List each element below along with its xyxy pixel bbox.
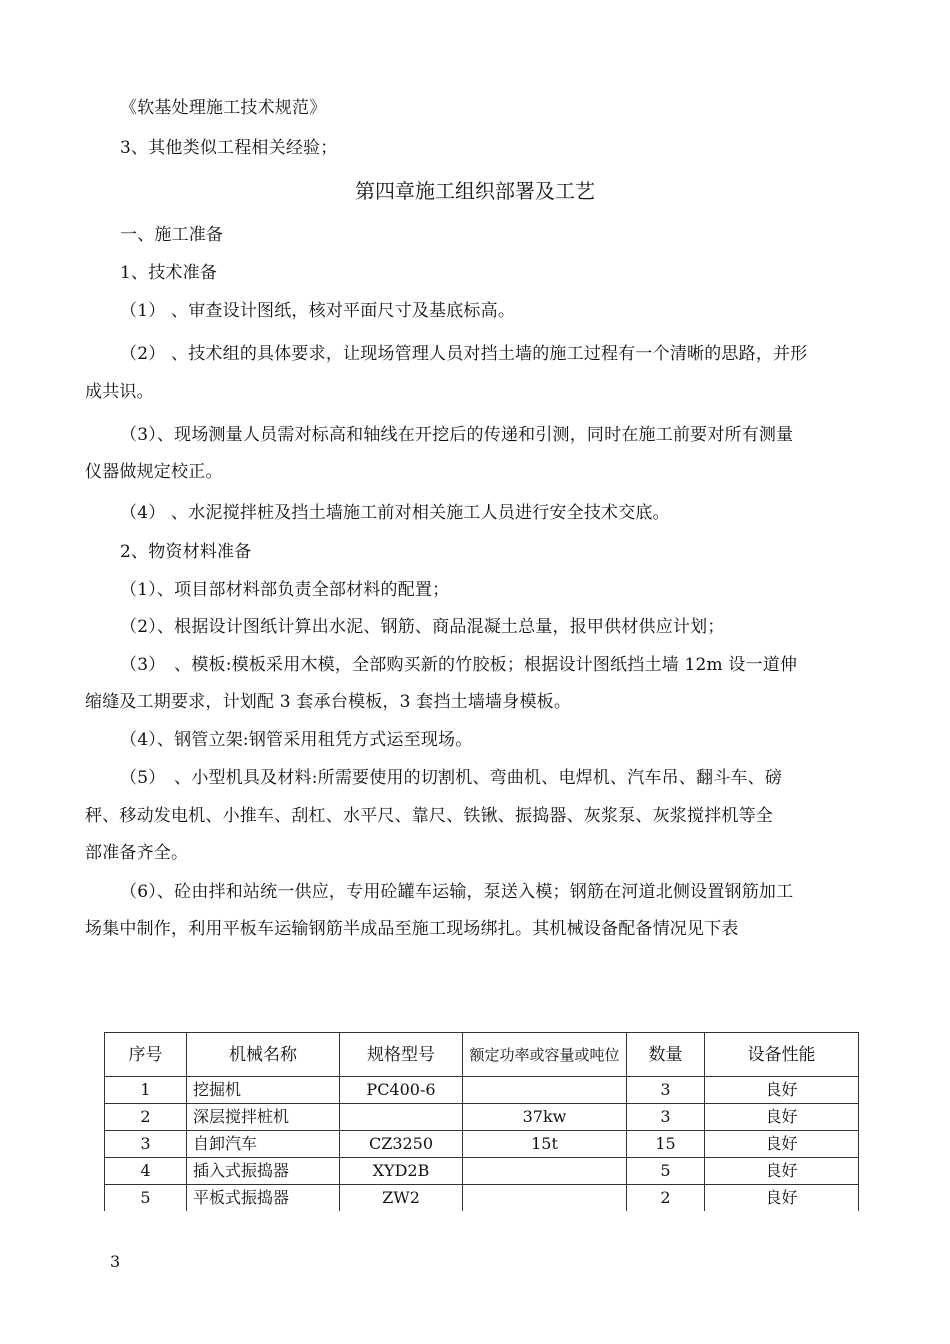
cell-quantity: 3 bbox=[627, 1104, 705, 1131]
text-line: 缩缝及工期要求，计划配 3 套承台模板，3 套挡土墙墙身模板。 bbox=[85, 692, 572, 712]
cell-model: ZW2 bbox=[340, 1185, 463, 1212]
subsection-heading: 2、物资材料准备 bbox=[120, 542, 252, 562]
header-model: 规格型号 bbox=[340, 1033, 463, 1077]
table-row bbox=[105, 1077, 859, 1104]
cell-quantity: 15 bbox=[627, 1131, 705, 1158]
text-line: （3）、现场测量人员需对标高和轴线在开挖后的传递和引测，同时在施工前要对所有测量 bbox=[120, 425, 794, 445]
cell-machine-name: 深层搅拌桩机 bbox=[187, 1104, 340, 1131]
cell-model bbox=[340, 1104, 463, 1131]
cell-machine-name: 平板式振捣器 bbox=[187, 1185, 340, 1212]
cell-condition: 良好 bbox=[705, 1104, 859, 1131]
table-row bbox=[105, 1104, 859, 1131]
cell-capacity: 15t bbox=[463, 1131, 627, 1158]
equipment-table bbox=[104, 1032, 859, 1211]
cell-condition: 良好 bbox=[705, 1185, 859, 1212]
cell-condition: 良好 bbox=[705, 1158, 859, 1185]
text-line: （5） 、小型机具及材料:所需要使用的切割机、弯曲机、电焊机、汽车吊、翻斗车、磅 bbox=[120, 768, 783, 788]
text-line: 成共识。 bbox=[85, 382, 154, 402]
cell-quantity: 3 bbox=[627, 1077, 705, 1104]
page-number: 3 bbox=[110, 1252, 121, 1271]
cell-capacity: 37kw bbox=[463, 1104, 627, 1131]
table-row bbox=[105, 1158, 859, 1185]
cell-capacity bbox=[463, 1077, 627, 1104]
cell-machine-name: 自卸汽车 bbox=[187, 1131, 340, 1158]
cell-index: 5 bbox=[105, 1185, 187, 1212]
header-machine-name: 机械名称 bbox=[187, 1033, 340, 1077]
text-line: （3） 、模板:模板采用木模，全部购买新的竹胶板；根据设计图纸挡土墙 12m 设一道伸 bbox=[120, 655, 798, 675]
text-line: （1）、项目部材料部负责全部材料的配置； bbox=[120, 580, 450, 600]
cell-machine-name: 插入式振捣器 bbox=[187, 1158, 340, 1185]
text-line: （1） 、审查设计图纸，核对平面尺寸及基底标高。 bbox=[120, 301, 516, 321]
cell-index: 2 bbox=[105, 1104, 187, 1131]
table-row bbox=[105, 1185, 859, 1212]
text-line: （4） 、水泥搅拌桩及挡土墙施工前对相关施工人员进行安全技术交底。 bbox=[120, 503, 670, 523]
text-line: 仪器做规定校正。 bbox=[85, 462, 223, 482]
cell-index: 4 bbox=[105, 1158, 187, 1185]
cell-condition: 良好 bbox=[705, 1077, 859, 1104]
text-line: （6）、砼由拌和站统一供应，专用砼罐车运输，泵送入模；钢筋在河道北侧设置钢筋加工 bbox=[120, 882, 794, 902]
subsection-heading: 1、技术准备 bbox=[120, 263, 218, 283]
cell-quantity: 2 bbox=[627, 1185, 705, 1212]
cell-model: CZ3250 bbox=[340, 1131, 463, 1158]
cell-machine-name: 挖掘机 bbox=[187, 1077, 340, 1104]
cell-index: 1 bbox=[105, 1077, 187, 1104]
cell-capacity bbox=[463, 1185, 627, 1212]
header-index: 序号 bbox=[105, 1033, 187, 1077]
table-header-row bbox=[105, 1033, 859, 1077]
header-quantity: 数量 bbox=[627, 1033, 705, 1077]
section-heading: 一、施工准备 bbox=[120, 225, 224, 245]
text-line: 《软基处理施工技术规范》 bbox=[120, 98, 327, 118]
cell-model: XYD2B bbox=[340, 1158, 463, 1185]
cell-condition: 良好 bbox=[705, 1131, 859, 1158]
cell-index: 3 bbox=[105, 1131, 187, 1158]
text-line: （4）、钢管立架:钢管采用租凭方式运至现场。 bbox=[120, 730, 473, 750]
text-line: 场集中制作，利用平板车运输钢筋半成品至施工现场绑扎。其机械设备配备情况见下表 bbox=[85, 919, 739, 939]
header-capacity: 额定功率或容量或吨位 bbox=[463, 1033, 627, 1077]
cell-quantity: 5 bbox=[627, 1158, 705, 1185]
text-line: （2） 、技术组的具体要求，让现场管理人员对挡土墙的施工过程有一个清晰的思路，并形 bbox=[120, 344, 808, 364]
text-line: （2）、根据设计图纸计算出水泥、钢筋、商品混凝土总量，报甲供材供应计划； bbox=[120, 617, 725, 637]
cell-model: PC400-6 bbox=[340, 1077, 463, 1104]
cell-capacity bbox=[463, 1158, 627, 1185]
text-line: 部准备齐全。 bbox=[85, 843, 189, 863]
text-line: 3、其他类似工程相关经验； bbox=[120, 138, 338, 158]
chapter-title: 第四章施工组织部署及工艺 bbox=[355, 179, 595, 203]
table-row bbox=[105, 1131, 859, 1158]
text-line: 秤、移动发电机、小推车、刮杠、水平尺、靠尺、铁锹、振捣器、灰浆泵、灰浆搅拌机等全 bbox=[85, 806, 773, 826]
header-condition: 设备性能 bbox=[705, 1033, 859, 1077]
